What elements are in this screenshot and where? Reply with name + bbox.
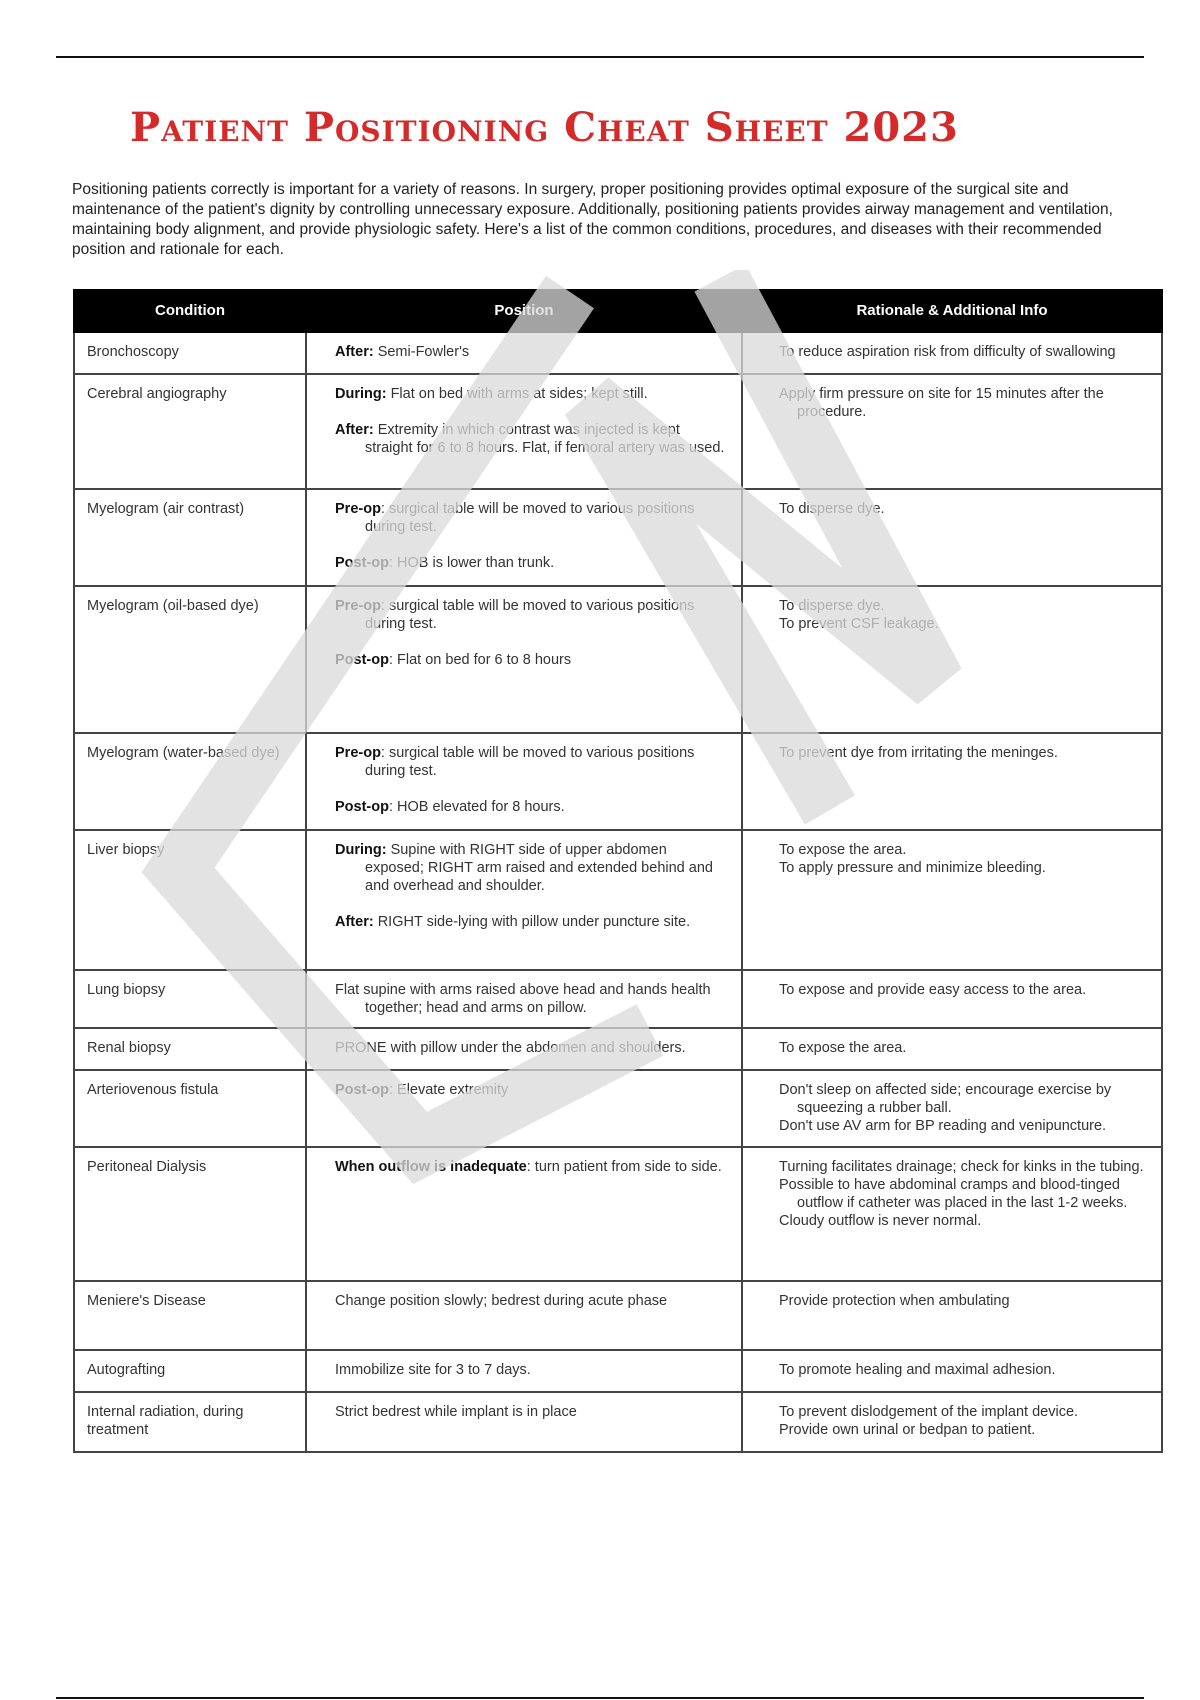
condition-cell: Myelogram (air contrast) <box>74 489 306 586</box>
header-rationale: Rationale & Additional Info <box>742 290 1162 332</box>
position-entry <box>335 385 729 403</box>
position-entry <box>335 1039 729 1057</box>
position-cell <box>306 489 742 586</box>
condition-cell: Autografting <box>74 1350 306 1392</box>
condition-cell: Arteriovenous fistula <box>74 1070 306 1147</box>
position-text: Strict bedrest while implant is in place <box>335 1404 577 1420</box>
rationale-line: To prevent dye from irritating the meninges. <box>779 745 1058 761</box>
position-text: Extremity in which contrast was injected is kept straight for 6 to 8 hours. Flat, if femoral artery was used. <box>365 422 725 456</box>
position-cell <box>306 830 742 970</box>
position-text: : Elevate extremity <box>388 1082 509 1098</box>
rationale-line: To reduce aspiration risk from difficulty of swallowing <box>779 344 1116 360</box>
rationale-cell <box>742 1147 1162 1281</box>
position-entry <box>335 651 729 669</box>
position-label: When outflow is inadequate <box>335 1159 527 1175</box>
position-text: Change position slowly; bedrest during acute phase <box>335 1293 668 1309</box>
position-label: Pre‑op <box>335 501 381 517</box>
position-cell <box>306 970 742 1028</box>
condition-cell: Myelogram (oil‑based dye) <box>74 586 306 733</box>
position-text: : HOB is lower than trunk. <box>388 555 555 571</box>
rationale-cell <box>742 733 1162 830</box>
position-label: After: <box>335 914 374 930</box>
table-row <box>74 1070 1162 1147</box>
condition-cell: Lung biopsy <box>74 970 306 1028</box>
position-text: Flat supine with arms raised above head and hands health together; head and arms on pillow. <box>335 982 711 1016</box>
rationale-cell <box>742 1350 1162 1392</box>
table-header-row <box>74 290 1162 332</box>
position-text: : Flat on bed for 6 to 8 hours <box>388 652 572 668</box>
position-text: : turn patient from side to side. <box>526 1159 722 1175</box>
table-row <box>74 1028 1162 1070</box>
table-body <box>74 332 1162 1452</box>
position-entry <box>335 500 729 536</box>
table-row <box>74 586 1162 733</box>
position-text: : surgical table will be moved to various positions during test. <box>365 501 695 535</box>
rationale-cell <box>742 332 1162 374</box>
position-label: Pre‑op <box>335 745 381 761</box>
position-entry <box>335 981 729 1017</box>
condition-cell: Cerebral angiography <box>74 374 306 489</box>
position-cell <box>306 586 742 733</box>
rationale-line: To disperse dye. <box>779 501 885 517</box>
position-entry <box>335 554 729 572</box>
condition-cell: Internal radiation, during treatment <box>74 1392 306 1452</box>
position-entry <box>335 421 729 457</box>
position-label: After: <box>335 344 374 360</box>
positioning-table <box>73 289 1163 1453</box>
position-label: Post‑op <box>335 799 389 815</box>
rationale-cell <box>742 1028 1162 1070</box>
table-row <box>74 970 1162 1028</box>
rationale-line: To prevent CSF leakage. <box>779 616 939 632</box>
position-label: During: <box>335 386 387 402</box>
rationale-line: To disperse dye. <box>779 598 885 614</box>
intro-paragraph: Positioning patients correctly is important for a variety of reasons. In surgery, proper positioning provides optimal exposure of the surgical site and maintenance of the patient's dignity by controlling unnecessary exposure. Additionally, positioning patients provides airway management and ventilation, maintaining body alignment, and provide physiologic safety. Here's a list of the common conditions, procedures, and diseases with their recommended position and rationale for each. <box>72 181 1113 258</box>
bottom-rule <box>56 1697 1144 1699</box>
position-entry <box>335 1361 729 1379</box>
position-entry <box>335 1403 729 1421</box>
rationale-line: Turning facilitates drainage; check for kinks in the tubing. <box>779 1159 1144 1175</box>
rationale-line: Apply firm pressure on site for 15 minutes after the procedure. <box>779 386 1104 420</box>
position-cell <box>306 1147 742 1281</box>
table-row <box>74 1392 1162 1452</box>
position-entry <box>335 1081 729 1099</box>
table-row <box>74 1147 1162 1281</box>
condition-cell: Bronchoscopy <box>74 332 306 374</box>
rationale-line: To expose and provide easy access to the area. <box>779 982 1087 998</box>
rationale-line: To expose the area. <box>779 842 907 858</box>
rationale-cell <box>742 1392 1162 1452</box>
position-label: During: <box>335 842 387 858</box>
rationale-cell <box>742 374 1162 489</box>
position-cell <box>306 1070 742 1147</box>
table-row <box>74 332 1162 374</box>
position-label: Post‑op <box>335 652 389 668</box>
rationale-cell <box>742 489 1162 586</box>
position-label: Post‑op <box>335 555 389 571</box>
position-cell <box>306 733 742 830</box>
position-text: : surgical table will be moved to various positions during test. <box>365 745 695 779</box>
table-row <box>74 830 1162 970</box>
table-row <box>74 489 1162 586</box>
rationale-line: Possible to have abdominal cramps and blood‑tinged outflow if catheter was placed in the last 1‑2 weeks. <box>779 1177 1128 1211</box>
condition-cell: Peritoneal Dialysis <box>74 1147 306 1281</box>
rationale-line: Don't use AV arm for BP reading and venipuncture. <box>779 1118 1107 1134</box>
header-condition: Condition <box>74 290 306 332</box>
position-entry <box>335 1292 729 1310</box>
position-cell <box>306 1392 742 1452</box>
rationale-line: To prevent dislodgement of the implant device. <box>779 1404 1079 1420</box>
position-entry <box>335 841 729 895</box>
condition-cell: Renal biopsy <box>74 1028 306 1070</box>
position-text: Immobilize site for 3 to 7 days. <box>335 1362 531 1378</box>
position-text: Supine with RIGHT side of upper abdomen exposed; RIGHT arm raised and extended behind and and overhead and shoulder. <box>365 842 713 894</box>
condition-cell: Meniere's Disease <box>74 1281 306 1350</box>
position-cell <box>306 332 742 374</box>
position-cell <box>306 374 742 489</box>
position-text: : HOB elevated for 8 hours. <box>388 799 565 815</box>
rationale-cell <box>742 1281 1162 1350</box>
rationale-line: To promote healing and maximal adhesion. <box>779 1362 1056 1378</box>
position-entry <box>335 744 729 780</box>
position-label: Pre‑op <box>335 598 381 614</box>
position-label: After: <box>335 422 374 438</box>
rationale-line: Provide own urinal or bedpan to patient. <box>779 1422 1036 1438</box>
position-entry <box>335 343 729 361</box>
rationale-line: Provide protection when ambulating <box>779 1293 1010 1309</box>
position-cell <box>306 1028 742 1070</box>
position-label: Post‑op <box>335 1082 389 1098</box>
position-text: Semi‑Fowler's <box>373 344 470 360</box>
position-text: : surgical table will be moved to various positions during test. <box>365 598 695 632</box>
table-row <box>74 374 1162 489</box>
rationale-line: Cloudy outflow is never normal. <box>779 1213 982 1229</box>
position-text: Flat on bed with arms at sides; kept still. <box>386 386 648 402</box>
rationale-line: Don't sleep on affected side; encourage exercise by squeezing a rubber ball. <box>779 1082 1112 1116</box>
table-row <box>74 733 1162 830</box>
top-rule <box>56 56 1144 58</box>
position-entry <box>335 798 729 816</box>
condition-cell: Myelogram (water‑based dye) <box>74 733 306 830</box>
position-entry <box>335 913 729 931</box>
table-row <box>74 1281 1162 1350</box>
rationale-cell <box>742 830 1162 970</box>
rationale-line: To expose the area. <box>779 1040 907 1056</box>
rationale-cell <box>742 1070 1162 1147</box>
position-entry <box>335 597 729 633</box>
rationale-cell <box>742 586 1162 733</box>
position-text: RIGHT side‑lying with pillow under puncture site. <box>373 914 691 930</box>
position-text: PRONE with pillow under the abdomen and shoulders. <box>335 1040 686 1056</box>
position-entry <box>335 1158 729 1176</box>
rationale-line: To apply pressure and minimize bleeding. <box>779 860 1046 876</box>
table-row <box>74 1350 1162 1392</box>
condition-cell: Liver biopsy <box>74 830 306 970</box>
position-cell <box>306 1350 742 1392</box>
header-position: Position <box>306 290 742 332</box>
rationale-cell <box>742 970 1162 1028</box>
page-title: Patient Positioning Cheat Sheet 2023 <box>130 104 959 151</box>
position-cell <box>306 1281 742 1350</box>
